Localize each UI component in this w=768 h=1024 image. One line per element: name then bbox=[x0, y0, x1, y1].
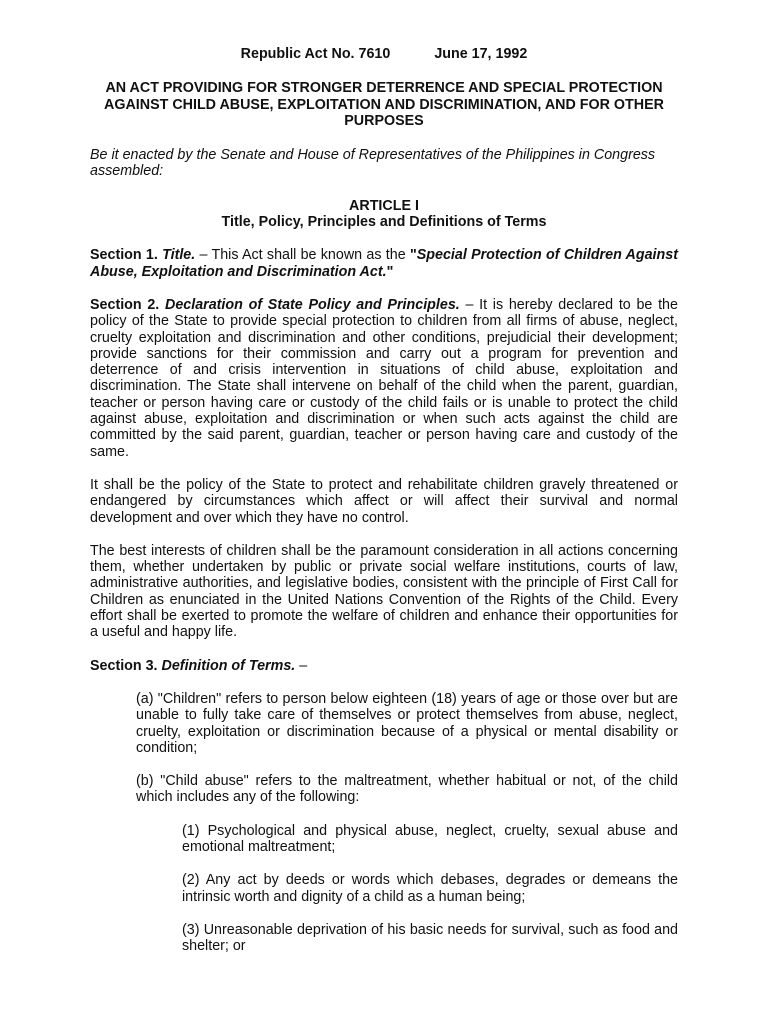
child-abuse-item-1: (1) Psychological and physical abuse, neglect, cruelty, sexual abuse and emotional maltreatment; bbox=[182, 822, 678, 855]
enacting-clause: Be it enacted by the Senate and House of Representatives of the Philippines in Congress assembled: bbox=[90, 147, 656, 180]
document-page bbox=[90, 38, 678, 954]
section-3-heading: Definition of Terms. bbox=[161, 657, 296, 674]
child-abuse-item-3: (3) Unreasonable deprivation of his basic needs for survival, such as food and shelter; or bbox=[182, 921, 678, 955]
section-1-short-title: Special Protection of Children Against Abuse, Exploitation and Discrimination Act. bbox=[90, 247, 678, 280]
section-2-label: Section 2. bbox=[90, 296, 160, 313]
section-2-heading: Declaration of State Policy and Principles. bbox=[165, 296, 460, 313]
definition-a: (a) "Children" refers to person below eighteen (18) years of age or those over but are unable to fully take care of themselves or protect themselves from abuse, neglect, cruelty, exploitation or discrimination because of a physical or mental disability or condition; bbox=[136, 690, 678, 756]
definition-b: (b) "Child abuse" refers to the maltreatment, whether habitual or not, of the child which includes any of the following: bbox=[136, 773, 678, 806]
section-1-text: – This Act shall be known as the bbox=[195, 247, 410, 264]
section-2-paragraph-2: It shall be the policy of the State to protect and rehabilitate children gravely threatened or endangered by circumstances which affect or will affect their survival and normal development and over which they have no control. bbox=[90, 476, 678, 526]
section-1 bbox=[90, 247, 678, 280]
act-date: June 17, 1992 bbox=[434, 46, 528, 62]
act-number: Republic Act No. 7610 bbox=[240, 46, 391, 62]
section-2-paragraph-3: The best interests of children shall be the paramount consideration in all actions concerning them, whether undertaken by public or private social welfare institutions, courts of law, administrative authorities, and legislative bodies, consistent with the principle of First Call for Children as enunciated in the United Nations Convention of the Rights of the Child. Every effort shall be exerted to promote the welfare of children and enhance their opportunities for a useful and happy life. bbox=[90, 542, 678, 641]
child-abuse-item-2: (2) Any act by deeds or words which debases, degrades or demeans the intrinsic worth and dignity of a child as a human being; bbox=[182, 872, 678, 905]
section-2 bbox=[90, 297, 678, 460]
section-1-label: Section 1. bbox=[90, 247, 158, 264]
section-3-dash: – bbox=[295, 657, 308, 674]
act-title: AN ACT PROVIDING FOR STRONGER DETERRENCE AND SPECIAL PROTECTION AGAINST CHILD ABUSE, EXPLOITATION AND DISCRIMINATION, AND FOR OTHER PURPOSES bbox=[104, 80, 664, 129]
act-header bbox=[90, 46, 678, 62]
section-1-quote-close: " bbox=[386, 263, 394, 280]
article-heading bbox=[90, 198, 678, 231]
section-3-label: Section 3. bbox=[90, 657, 158, 674]
article-title: Title, Policy, Principles and Definitions of Terms bbox=[221, 214, 547, 231]
section-1-quote-open: " bbox=[409, 247, 417, 264]
section-2-text: – It is hereby declared to be the policy of the State to provide special protection to children from all firms of abuse, neglect, cruelty exploitation and discrimination and other conditions, prejudicial their development; provide sanctions for their commission and carry out a program for prevention and deterrence of and crisis intervention in situations of child abuse, exploitation and discrimination. The State shall intervene on behalf of the child when the parent, guardian, teacher or person having care or custody of the child fails or is unable to protect the child against abuse, exploitation and discrimination or when such acts against the child are committed by the said parent, guardian, teacher or person having care and custody of the same. bbox=[90, 296, 678, 460]
article-number: ARTICLE I bbox=[349, 197, 419, 214]
section-1-heading: Title. bbox=[162, 247, 196, 264]
section-3 bbox=[90, 658, 678, 674]
